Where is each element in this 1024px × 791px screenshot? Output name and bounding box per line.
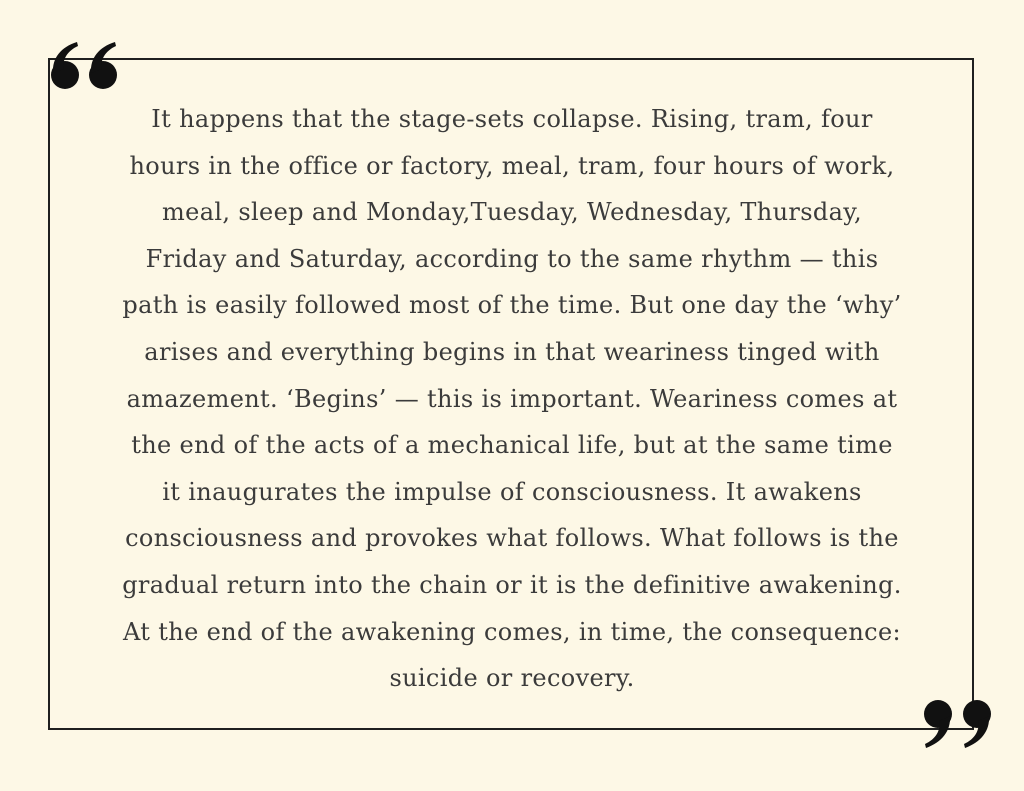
open-quote-icon (48, 40, 124, 90)
quote-text: It happens that the stage-sets collapse. Rising, tram, four hours in the office or factory, meal, tram, four hours of work, meal, sleep and Monday,Tuesday, Wednesday, Thursday, Friday and Saturday, according to the same rhythm — this path is easily followed most of the time. But one day the ‘why’ arises and everything begins in that weariness tinged with amazement. ‘Begins’ — this is important. Weariness comes at the end of the acts of a mechanical life, but at the same time it inaugurates the impulse of consciousness. It awakens consciousness and provokes what follows. What follows is the gradual return into the chain or it is the definitive awakening. At the end of the awakening comes, in time, the consequence: suicide or recovery. (122, 105, 902, 693)
close-quote-icon (918, 698, 996, 750)
